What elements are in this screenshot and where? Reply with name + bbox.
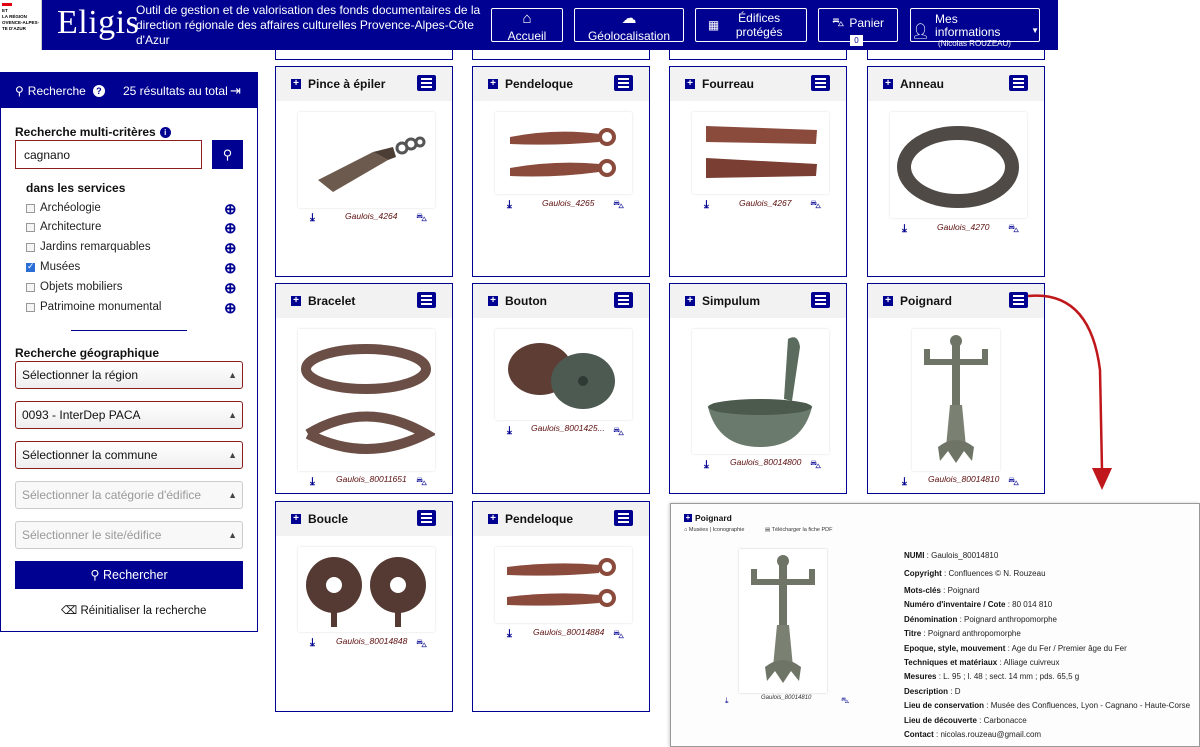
dagger-image: [912, 329, 1000, 471]
field-value: Poignard: [947, 586, 980, 595]
eraser-icon: ⌫: [61, 605, 81, 617]
field-label: Lieu de conservation: [904, 701, 985, 710]
basket-icon[interactable]: ⛍: [1008, 223, 1020, 235]
buckle-image: [298, 547, 435, 632]
card-header: [276, 67, 452, 101]
card-title: Pince à épiler: [308, 77, 386, 91]
ladle-image: [692, 329, 829, 454]
expand-icon[interactable]: +: [685, 296, 695, 306]
details-list-icon[interactable]: [811, 75, 830, 91]
card-title: Anneau: [900, 77, 945, 91]
details-list-icon[interactable]: [417, 292, 436, 308]
download-icon[interactable]: ⤓: [310, 212, 315, 224]
brand-name[interactable]: Eligis: [57, 4, 140, 41]
museum-link-label: Musées | Iconographie: [688, 527, 745, 533]
field-value: D: [954, 687, 961, 696]
card-header: [868, 67, 1044, 101]
geo-search-title: Recherche géographique: [15, 346, 160, 360]
account-menu-button[interactable]: [910, 8, 1040, 48]
search-icon: ⚲: [90, 568, 103, 582]
download-icon[interactable]: ⤓: [507, 628, 512, 640]
search-button[interactable]: [15, 561, 243, 589]
account-label: Mes informations: [935, 12, 1001, 39]
nav-home-button[interactable]: [491, 8, 563, 42]
detail-field: Numéro d'inventaire / Cote : 80 014 810: [904, 600, 1053, 609]
pendant-image: [495, 547, 632, 623]
commune-select-value: Sélectionner la commune: [22, 448, 158, 462]
download-pdf-label: Télécharger la fiche PDF: [771, 527, 833, 533]
field-label: Techniques et matériaux: [904, 658, 998, 667]
field-value: nicolas.rouzeau@gmail.com: [940, 730, 1042, 739]
region-logo: [0, 0, 42, 50]
basket-icon[interactable]: ⛍: [613, 199, 625, 211]
card-header: [473, 67, 649, 101]
basket-icon[interactable]: ⛍: [810, 199, 822, 211]
detail-field: Mesures : L. 95 ; l. 48 ; sect. 14 mm ; pds. 65,5 g: [904, 672, 1080, 681]
result-card[interactable]: [472, 501, 650, 712]
card-caption: Gaulois_80014800: [730, 457, 802, 467]
search-icon: ⚲: [222, 147, 233, 162]
field-label: Mesures: [904, 672, 937, 681]
site-select[interactable]: [15, 521, 243, 549]
result-card[interactable]: [275, 283, 453, 494]
field-value: Gaulois_80014810: [931, 551, 999, 560]
zoom-in-icon[interactable]: ⊕: [224, 220, 237, 237]
card-partial: [669, 50, 847, 60]
card-thumbnail[interactable]: [298, 112, 435, 208]
card-partial: [472, 50, 650, 60]
detail-image[interactable]: [739, 549, 827, 693]
expand-icon[interactable]: +: [488, 296, 498, 306]
nav-home-label: Accueil: [507, 29, 547, 43]
account-user: (Nicolas ROUZEAU): [938, 39, 1011, 48]
download-icon[interactable]: ⤓: [310, 637, 315, 649]
field-label: Titre: [904, 629, 922, 638]
details-list-icon[interactable]: [417, 75, 436, 91]
download-icon[interactable]: ⤓: [704, 459, 709, 471]
logo-line: LA RÉGION: [2, 14, 27, 19]
basket-icon[interactable]: ⛍: [841, 696, 850, 705]
nav-cart-label: Panier: [849, 16, 885, 30]
service-checkbox-checked[interactable]: [26, 263, 35, 272]
service-label: Patrimoine monumental: [40, 301, 162, 313]
basket-icon[interactable]: ⛍: [1008, 476, 1020, 488]
search-icon: ⚲: [15, 84, 24, 98]
details-list-icon[interactable]: [614, 75, 633, 91]
card-thumbnail[interactable]: [298, 547, 435, 632]
card-caption: Gaulois_4267: [739, 198, 792, 208]
result-card[interactable]: [275, 501, 453, 712]
logo-line: TE D'AZUR: [2, 26, 26, 31]
card-title: Bouton: [505, 294, 547, 308]
logo-line: OVENCE-ALPES-: [2, 20, 40, 25]
department-select-value: 0093 - InterDep PACA: [22, 408, 141, 422]
detail-field: Mots-clés : Poignard: [904, 586, 980, 595]
detail-field: Contact : nicolas.rouzeau@gmail.com: [904, 730, 1042, 739]
detail-field: Lieu de conservation : Musée des Confluences, Lyon - Cagnano - Haute-Corse: [904, 701, 1191, 710]
museum-link[interactable]: [684, 527, 744, 533]
commune-select[interactable]: [15, 441, 243, 469]
select-arrows-icon: ▲: [228, 370, 237, 380]
card-header: [473, 502, 649, 536]
nav-geo-label: Géolocalisation: [587, 29, 671, 43]
chevron-down-icon: ▼: [1031, 26, 1039, 35]
nav-geo-button[interactable]: [574, 8, 684, 42]
zoom-in-icon[interactable]: ⊕: [224, 260, 237, 277]
field-value: Poignard anthropomorphe: [927, 629, 1021, 638]
file-icon: ▤: [765, 527, 772, 533]
card-thumbnail[interactable]: [692, 329, 829, 454]
detail-field: Dénomination : Poignard anthropomorphe: [904, 615, 1057, 624]
scabbard-image: [692, 112, 829, 194]
field-value: Carbonacce: [983, 716, 1027, 725]
reset-search-link[interactable]: [61, 603, 206, 617]
services-title: dans les services: [26, 181, 126, 195]
nav-buildings-button[interactable]: [695, 8, 807, 42]
museum-icon: ⌂: [684, 527, 689, 533]
reset-search-label: Réinitialiser la recherche: [80, 605, 207, 617]
card-thumbnail[interactable]: [692, 112, 829, 194]
dagger-image: [739, 549, 827, 693]
basket-icon: ⛍: [831, 15, 845, 29]
field-label: Epoque, style, mouvement: [904, 644, 1006, 653]
logo-flag-icon: [2, 3, 12, 6]
card-header: [670, 284, 846, 318]
card-thumbnail[interactable]: [495, 547, 632, 623]
card-thumbnail[interactable]: [890, 112, 1027, 218]
service-option[interactable]: [26, 260, 246, 277]
field-label: Copyright: [904, 569, 942, 578]
logo-line: ET: [2, 8, 8, 13]
field-value: Age du Fer / Premier âge du Fer: [1011, 644, 1127, 653]
expand-icon[interactable]: +: [291, 514, 301, 524]
service-option[interactable]: [26, 300, 246, 317]
select-arrows-icon: ▲: [228, 450, 237, 460]
detail-field: Titre : Poignard anthropomorphe: [904, 629, 1021, 638]
expand-icon[interactable]: +: [291, 296, 301, 306]
card-partial: [867, 50, 1045, 60]
info-icon[interactable]: i: [160, 127, 171, 138]
zoom-in-icon[interactable]: ⊕: [224, 300, 237, 317]
detail-field: NUMI : Gaulois_80014810: [904, 551, 999, 560]
card-header: [670, 67, 846, 101]
result-card[interactable]: [472, 283, 650, 494]
download-icon[interactable]: ⤓: [507, 199, 512, 211]
download-icon[interactable]: ⤓: [507, 425, 512, 437]
field-label: NUMI: [904, 551, 925, 560]
details-list-icon[interactable]: [614, 510, 633, 526]
detail-field: Techniques et matériaux : Alliage cuivreux: [904, 658, 1060, 667]
basket-icon[interactable]: ⛍: [416, 476, 428, 488]
card-caption: Gaulois_4270: [937, 222, 990, 232]
field-value: L. 95 ; l. 48 ; sect. 14 mm ; pds. 65,5 g: [943, 672, 1080, 681]
building-icon: ▦: [707, 18, 720, 32]
card-header: [276, 502, 452, 536]
service-option[interactable]: [26, 280, 246, 297]
card-header: [473, 284, 649, 318]
zoom-in-icon[interactable]: ⊕: [224, 201, 237, 218]
detail-field: Epoque, style, mouvement : Age du Fer / Premier âge du Fer: [904, 644, 1127, 653]
expand-icon[interactable]: +: [685, 79, 695, 89]
select-arrows-icon: ▲: [228, 490, 237, 500]
button-image: [495, 329, 632, 420]
detail-title: Poignard: [695, 513, 732, 523]
field-label: Mots-clés: [904, 586, 941, 595]
field-value: Alliage cuivreux: [1003, 658, 1060, 667]
collapse-sidebar-icon[interactable]: ⇥: [230, 83, 241, 98]
service-option[interactable]: [26, 220, 246, 237]
detail-field: Copyright : Confluences © N. Rouzeau: [904, 569, 1046, 578]
detail-panel: [670, 503, 1200, 747]
card-title: Pendeloque: [505, 77, 574, 91]
card-thumbnail[interactable]: [495, 112, 632, 194]
region-select-value: Sélectionner la région: [22, 368, 139, 382]
tweezers-image: [298, 112, 435, 208]
service-option[interactable]: [26, 201, 246, 218]
service-checkbox[interactable]: [26, 283, 35, 292]
card-title: Pendeloque: [505, 512, 574, 526]
building-category-select[interactable]: [15, 481, 243, 509]
card-header: [868, 284, 1044, 318]
result-card[interactable]: [867, 66, 1045, 277]
card-caption: Gaulois_80014884: [533, 627, 605, 637]
card-title: Boucle: [308, 512, 349, 526]
select-arrows-icon: ▲: [228, 410, 237, 420]
field-label: Contact: [904, 730, 934, 739]
search-sidebar: [0, 72, 258, 632]
field-value: Poignard anthropomorphe: [964, 615, 1057, 624]
search-submit-button[interactable]: [212, 140, 243, 169]
nav-buildings-label: Édifices protégés: [735, 11, 783, 39]
service-label: Architecture: [40, 221, 102, 233]
help-icon[interactable]: ?: [93, 85, 105, 97]
download-icon[interactable]: ⤓: [310, 476, 315, 488]
pendant-image: [495, 112, 632, 194]
cart-count-badge: 0: [850, 35, 863, 46]
expand-icon[interactable]: +: [291, 79, 301, 89]
field-label: Numéro d'inventaire / Cote: [904, 600, 1006, 609]
sidebar-header: [1, 73, 257, 108]
card-thumbnail[interactable]: [912, 329, 1000, 471]
result-card-selected[interactable]: [867, 283, 1045, 494]
service-checkbox[interactable]: [26, 243, 35, 252]
basket-icon[interactable]: ⛍: [416, 212, 428, 224]
service-label: Objets mobiliers: [40, 281, 123, 293]
sidebar-divider: [71, 330, 187, 331]
basket-icon[interactable]: ⛍: [613, 629, 625, 641]
sidebar-header-label: Recherche: [27, 84, 86, 98]
detail-field: Lieu de découverte : Carbonacce: [904, 716, 1027, 725]
service-checkbox[interactable]: [26, 303, 35, 312]
service-label: Jardins remarquables: [40, 241, 151, 253]
field-value: 80 014 810: [1012, 600, 1053, 609]
site-select-value: Sélectionner le site/édifice: [22, 528, 162, 542]
cloud-map-icon: ☁: [621, 10, 637, 27]
zoom-in-icon[interactable]: ⊕: [224, 240, 237, 257]
service-option[interactable]: [26, 240, 246, 257]
service-label: Archéologie: [40, 202, 101, 214]
result-card[interactable]: [669, 283, 847, 494]
results-count: 25 résultats au total: [123, 84, 228, 98]
multi-criteria-title: [15, 125, 171, 139]
expand-icon[interactable]: +: [488, 514, 498, 524]
card-caption: Gaulois_4265: [542, 198, 595, 208]
field-label: Lieu de découverte: [904, 716, 977, 725]
user-icon: 👤︎: [911, 22, 931, 40]
field-label: Description: [904, 687, 949, 696]
building-category-select-value: Sélectionner la catégorie d'édifice: [22, 488, 202, 502]
card-caption: Gaulois_80014848: [336, 636, 408, 646]
multi-criteria-label: Recherche multi-critères: [15, 125, 156, 139]
card-caption: Gaulois_80011651: [336, 474, 407, 484]
basket-icon[interactable]: ⛍: [416, 638, 428, 650]
top-header: [0, 0, 1058, 50]
download-icon[interactable]: ⤓: [725, 696, 729, 705]
department-select[interactable]: [15, 401, 243, 429]
detail-field: Description : D: [904, 687, 961, 696]
card-title: Fourreau: [702, 77, 755, 91]
expand-icon[interactable]: +: [883, 79, 893, 89]
card-title: Simpulum: [702, 294, 761, 308]
result-card[interactable]: [472, 66, 650, 277]
detail-caption: Gaulois_80014810: [761, 695, 812, 701]
card-partial: [275, 50, 453, 60]
result-card[interactable]: [669, 66, 847, 277]
card-title: Bracelet: [308, 294, 356, 308]
card-thumbnail[interactable]: [495, 329, 632, 420]
card-caption: Gaulois_80014810: [928, 474, 1000, 484]
download-icon[interactable]: ⤓: [902, 223, 907, 235]
download-icon[interactable]: ⤓: [704, 199, 709, 211]
field-value: Confluences © N. Rouzeau: [948, 569, 1046, 578]
service-checkbox[interactable]: [26, 223, 35, 232]
download-icon[interactable]: ⤓: [902, 476, 907, 488]
region-select[interactable]: [15, 361, 243, 389]
service-checkbox[interactable]: [26, 204, 35, 213]
bracelet-image: [298, 329, 435, 471]
card-title: Poignard: [900, 294, 953, 308]
card-thumbnail[interactable]: [298, 329, 435, 471]
home-icon: ⌂: [522, 10, 532, 27]
details-list-icon[interactable]: [811, 292, 830, 308]
card-caption: Gaulois_4264: [345, 211, 398, 221]
details-list-icon[interactable]: [417, 510, 436, 526]
details-list-icon[interactable]: [614, 292, 633, 308]
search-button-label: Rechercher: [103, 568, 168, 582]
ring-image: [890, 112, 1027, 218]
service-label: Musées: [40, 261, 81, 273]
basket-icon[interactable]: ⛍: [613, 426, 625, 438]
field-label: Dénomination: [904, 615, 958, 624]
tagline: Outil de gestion et de valorisation des fonds documentaires de la direction régionale des affaires culturelles Provence-Alpes-Côte d'Azur: [136, 3, 481, 47]
basket-icon[interactable]: ⛍: [810, 459, 822, 471]
download-pdf-link[interactable]: [765, 527, 832, 533]
zoom-in-icon[interactable]: ⊕: [224, 280, 237, 297]
search-input[interactable]: [15, 140, 202, 169]
field-value: Musée des Confluences, Lyon - Cagnano - Haute-Corse: [990, 701, 1191, 710]
details-list-icon[interactable]: [1009, 292, 1028, 308]
details-list-icon[interactable]: [1009, 75, 1028, 91]
select-arrows-icon: ▲: [228, 530, 237, 540]
expand-icon[interactable]: +: [488, 79, 498, 89]
expand-icon[interactable]: +: [685, 513, 691, 522]
expand-icon[interactable]: +: [883, 296, 893, 306]
result-card[interactable]: [275, 66, 453, 277]
card-caption: Gaulois_8001425...: [531, 423, 605, 433]
card-header: [276, 284, 452, 318]
